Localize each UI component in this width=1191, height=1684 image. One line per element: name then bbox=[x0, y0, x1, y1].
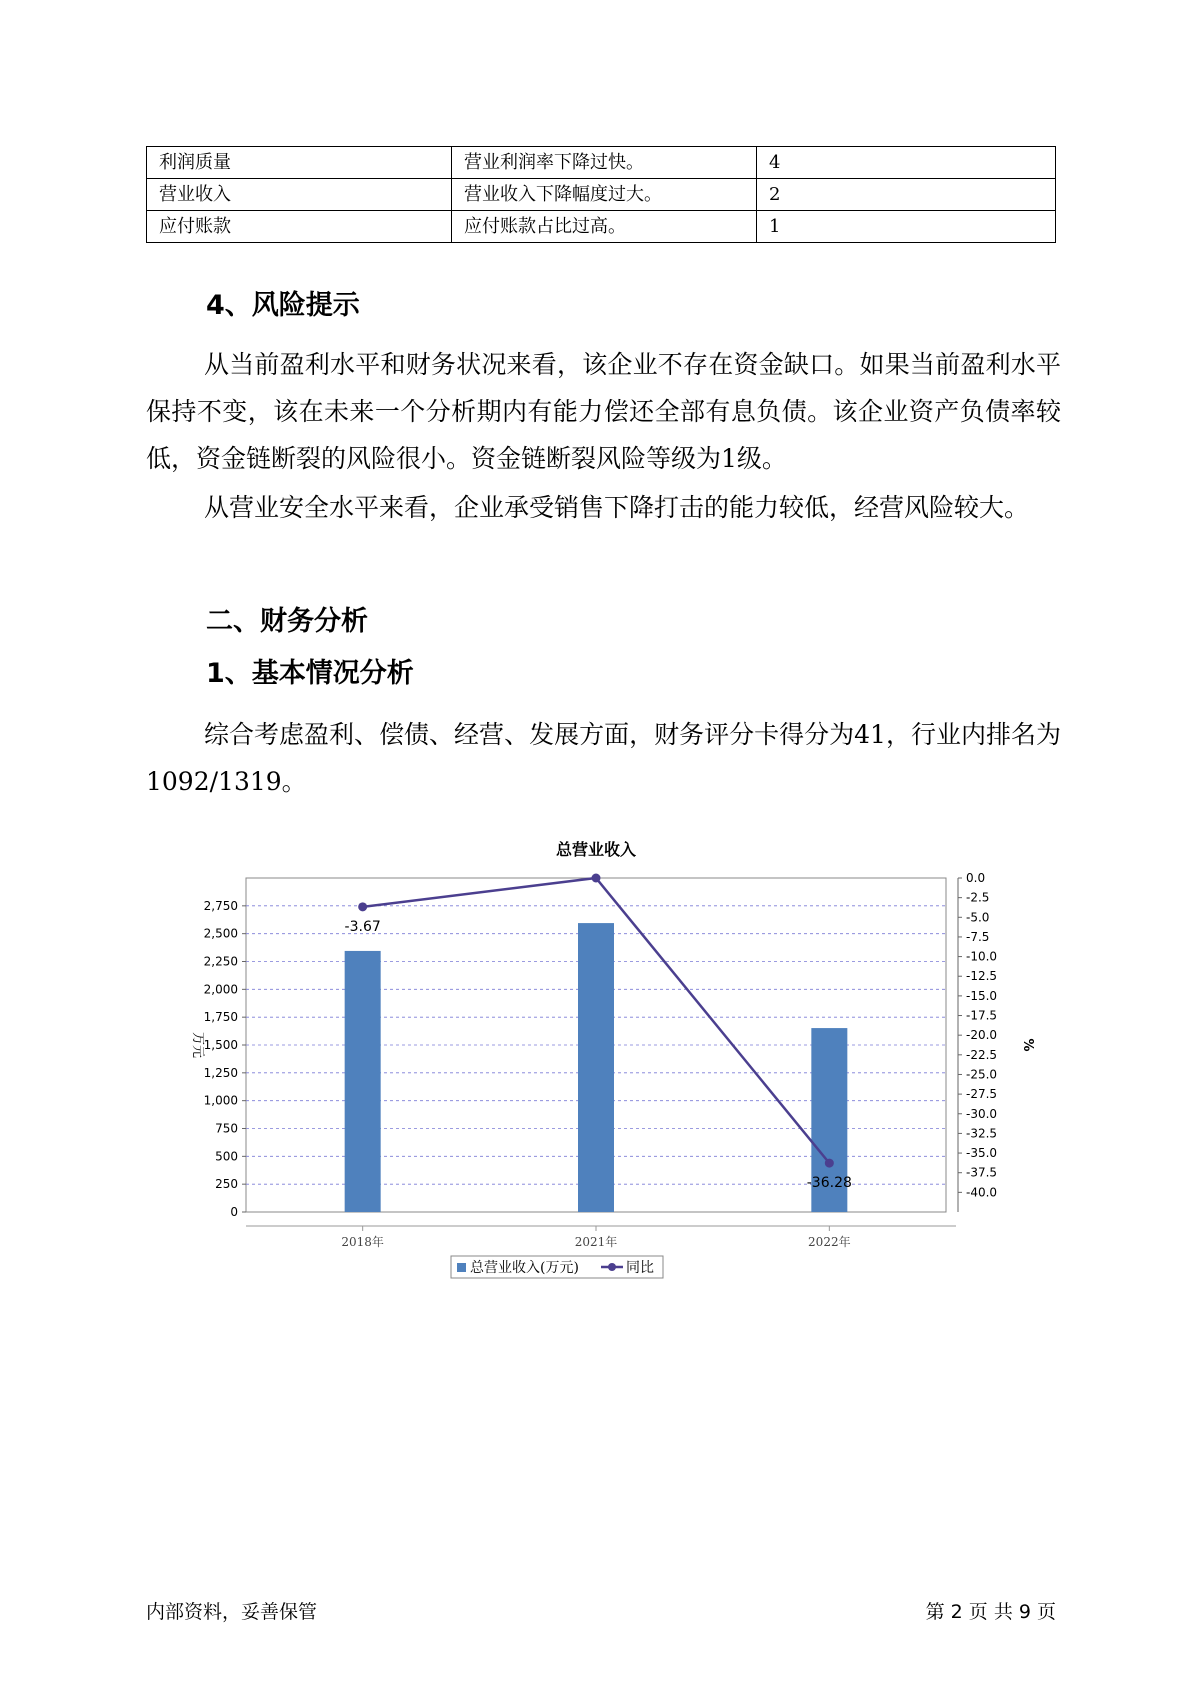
risk-table-row bbox=[147, 147, 1056, 179]
y-tick-label: 500 bbox=[215, 1149, 238, 1164]
y2-tick-label: -17.5 bbox=[966, 1008, 998, 1023]
risk-score-cell: 4 bbox=[757, 147, 1056, 179]
y-tick-label: 1,500 bbox=[203, 1038, 238, 1052]
section-heading-financial: 二、财务分析 bbox=[206, 606, 368, 637]
yoy-point bbox=[825, 1159, 834, 1168]
y-axis-label: 万元 bbox=[190, 1031, 205, 1059]
y2-tick-label: -35.0 bbox=[966, 1146, 998, 1161]
bar-2018年 bbox=[345, 951, 381, 1212]
risk-desc-cell: 营业利润率下降过快。 bbox=[452, 147, 757, 179]
risk-paragraph-2: 从营业安全水平来看，企业承受销售下降打击的能力较低，经营风险较大。 bbox=[204, 493, 1030, 522]
risk-item-cell: 应付账款 bbox=[147, 211, 452, 243]
y2-tick-label: -37.5 bbox=[966, 1165, 998, 1180]
risk-table bbox=[146, 146, 1056, 243]
x-tick-label: 2018年 bbox=[341, 1235, 384, 1249]
y2-tick-label: -30.0 bbox=[966, 1106, 998, 1121]
y2-tick-label: -20.0 bbox=[966, 1028, 998, 1043]
y2-tick-label: -5.0 bbox=[966, 910, 990, 925]
legend-bar-label: 总营业收入(万元) bbox=[470, 1260, 579, 1276]
y-tick-label: 1,000 bbox=[203, 1093, 238, 1108]
y-tick-label: 250 bbox=[215, 1177, 238, 1192]
revenue-chart-svg bbox=[176, 830, 1035, 1290]
y2-tick-label: -15.0 bbox=[966, 988, 998, 1003]
y-tick-label: 2,500 bbox=[203, 926, 238, 941]
risk-paragraph-1: 从当前盈利水平和财务状况来看，该企业不存在资金缺口。如果当前盈利水平保持不变，该在未来一个分析期内有能力偿还全部有息负债。该企业资产负债率较低，资金链断裂的风险很小。资金链断裂风险等级为1级。 bbox=[146, 350, 1061, 473]
y-tick-label: 2,250 bbox=[203, 954, 238, 969]
risk-table-row bbox=[147, 179, 1056, 211]
y2-tick-label: -40.0 bbox=[966, 1185, 998, 1200]
y-tick-label: 0 bbox=[230, 1205, 238, 1219]
risk-item-cell: 营业收入 bbox=[147, 179, 452, 211]
y2-tick-label: 0.0 bbox=[966, 871, 986, 885]
legend-bar-swatch bbox=[457, 1263, 466, 1272]
y2-tick-label: -25.0 bbox=[966, 1067, 998, 1082]
yoy-point bbox=[358, 902, 367, 911]
footer-confidential: 内部资料，妥善保管 bbox=[146, 1601, 318, 1623]
y2-tick-label: -10.0 bbox=[966, 949, 998, 964]
revenue-chart bbox=[176, 830, 1035, 1290]
y2-tick-label: -7.5 bbox=[966, 929, 990, 944]
y-tick-label: 2,750 bbox=[203, 898, 238, 913]
y2-tick-label: -22.5 bbox=[966, 1047, 998, 1062]
risk-item-cell: 利润质量 bbox=[147, 147, 452, 179]
risk-desc-cell: 营业收入下降幅度过大。 bbox=[452, 179, 757, 211]
yoy-data-label: -36.28 bbox=[806, 1175, 852, 1192]
legend-line-label: 同比 bbox=[626, 1260, 654, 1276]
y2-axis-label: % bbox=[1020, 1038, 1035, 1052]
bar-2021年 bbox=[578, 923, 614, 1212]
y-tick-label: 1,750 bbox=[203, 1010, 238, 1025]
y-tick-label: 2,000 bbox=[203, 982, 238, 997]
subsection-heading-basic: 1、基本情况分析 bbox=[206, 658, 414, 689]
y2-tick-label: -12.5 bbox=[966, 969, 998, 984]
basic-analysis-paragraph: 综合考虑盈利、偿债、经营、发展方面，财务评分卡得分为41，行业内排名为1092/1319。 bbox=[146, 720, 1061, 796]
y2-tick-label: -32.5 bbox=[966, 1126, 998, 1141]
y-tick-label: 1,250 bbox=[203, 1065, 238, 1080]
y-tick-label: 750 bbox=[215, 1121, 238, 1136]
risk-score-cell: 1 bbox=[757, 211, 1056, 243]
risk-score-cell: 2 bbox=[757, 179, 1056, 211]
legend-line-marker bbox=[608, 1263, 616, 1271]
y2-tick-label: -27.5 bbox=[966, 1087, 998, 1102]
footer-page-number: 第 2 页 共 9 页 bbox=[925, 1601, 1056, 1623]
x-tick-label: 2022年 bbox=[808, 1235, 851, 1249]
section-heading-risk: 4、风险提示 bbox=[206, 290, 360, 321]
chart-title: 总营业收入 bbox=[555, 840, 637, 859]
yoy-data-label: -3.67 bbox=[344, 918, 381, 935]
risk-desc-cell: 应付账款占比过高。 bbox=[452, 211, 757, 243]
x-tick-label: 2021年 bbox=[574, 1235, 618, 1249]
risk-table-row bbox=[147, 211, 1056, 243]
y2-tick-label: -2.5 bbox=[966, 890, 990, 905]
yoy-point bbox=[592, 874, 601, 883]
